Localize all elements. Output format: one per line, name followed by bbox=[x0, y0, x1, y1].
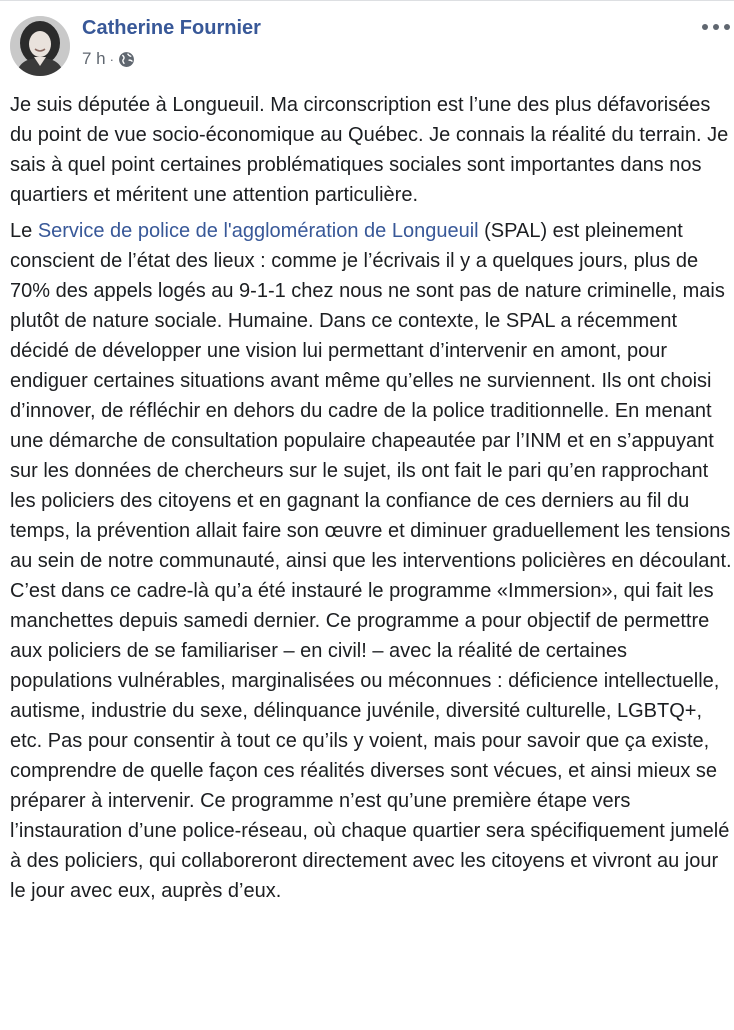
post-paragraph: Je suis députée à Longueuil. Ma circonscription est l’une des plus défavorisées du point de vue socio-économique au Québec. Je connais la réalité du terrain. Je sais à quel point certaines problématiques sociales sont importantes dans nos quartiers et méritent une attention particulière. bbox=[10, 94, 729, 206]
page-link-spal[interactable]: Service de police de l'agglomération de Longueuil bbox=[37, 220, 479, 242]
post-meta bbox=[82, 49, 135, 69]
paragraph-prefix: Le bbox=[10, 220, 38, 242]
paragraph-text: (SPAL) est pleinement conscient de l’état des lieux : comme je l’écrivais il y a quelques jours, plus de 70% des appels logés au 9-1-1 chez nous ne sont pas de nature criminelle, mais plutôt de nature sociale. Humaine. Dans ce contexte, le SPAL a récemment décidé de développer une vision lui permettant d’intervenir en amont, pour endiguer certaines situations avant même qu’elles ne surviennent. Ils ont choisi d’innover, de réfléchir en dehors du cadre de la police traditionnelle. En menant une démarche de consultation populaire chapeautée par l’INM et en s’appuyant sur les données de chercheurs sur le sujet, ils ont fait le pari qu’en rapprochant les policiers des citoyens et en gagnant la confiance de ces derniers au fil du temps, la prévention allait faire son œuvre et diminuer graduellement les tensions au sein de notre communauté, ainsi que les interventions policières en découlant. C’est dans ce cadre-là qu’a été instauré le programme «Immersion», qui fait les manchettes depuis samedi dernier. Ce programme a pour objectif de permettre aux policiers de se familiariser – en civil! – avec la réalité de certaines populations vulnérables, marginalisées ou méconnues : déficience intellectuelle, autisme, industrie du sexe, délinquance juvénile, diversité culturelle, LGBTQ+, etc. Pas pour consentir à tout ce qu’ils y voient, mais pour savoir que ça existe, comprendre de quelle façon ces réalités diverses sont vécues, et ainsi mieux se préparer à intervenir. Ce programme n’est qu’une première étape vers l’instauration d’une police-réseau, où chaque quartier sera spécifiquement jumelé à des policiers, qui collaboreront directement avec les citoyens et vivront au jour le jour avec eux, auprès d’eux. bbox=[10, 220, 732, 902]
post-timestamp[interactable]: 7 h bbox=[82, 49, 106, 68]
more-dot bbox=[724, 24, 730, 30]
post-body bbox=[10, 90, 732, 912]
meta-separator: · bbox=[109, 51, 114, 67]
globe-icon[interactable] bbox=[118, 51, 135, 68]
avatar-photo bbox=[10, 16, 70, 76]
more-dot bbox=[713, 24, 719, 30]
author-name[interactable]: Catherine Fournier bbox=[82, 17, 261, 39]
more-dot bbox=[702, 24, 708, 30]
post-paragraph bbox=[10, 216, 732, 906]
avatar[interactable] bbox=[10, 16, 70, 76]
more-options-icon[interactable] bbox=[702, 17, 730, 37]
